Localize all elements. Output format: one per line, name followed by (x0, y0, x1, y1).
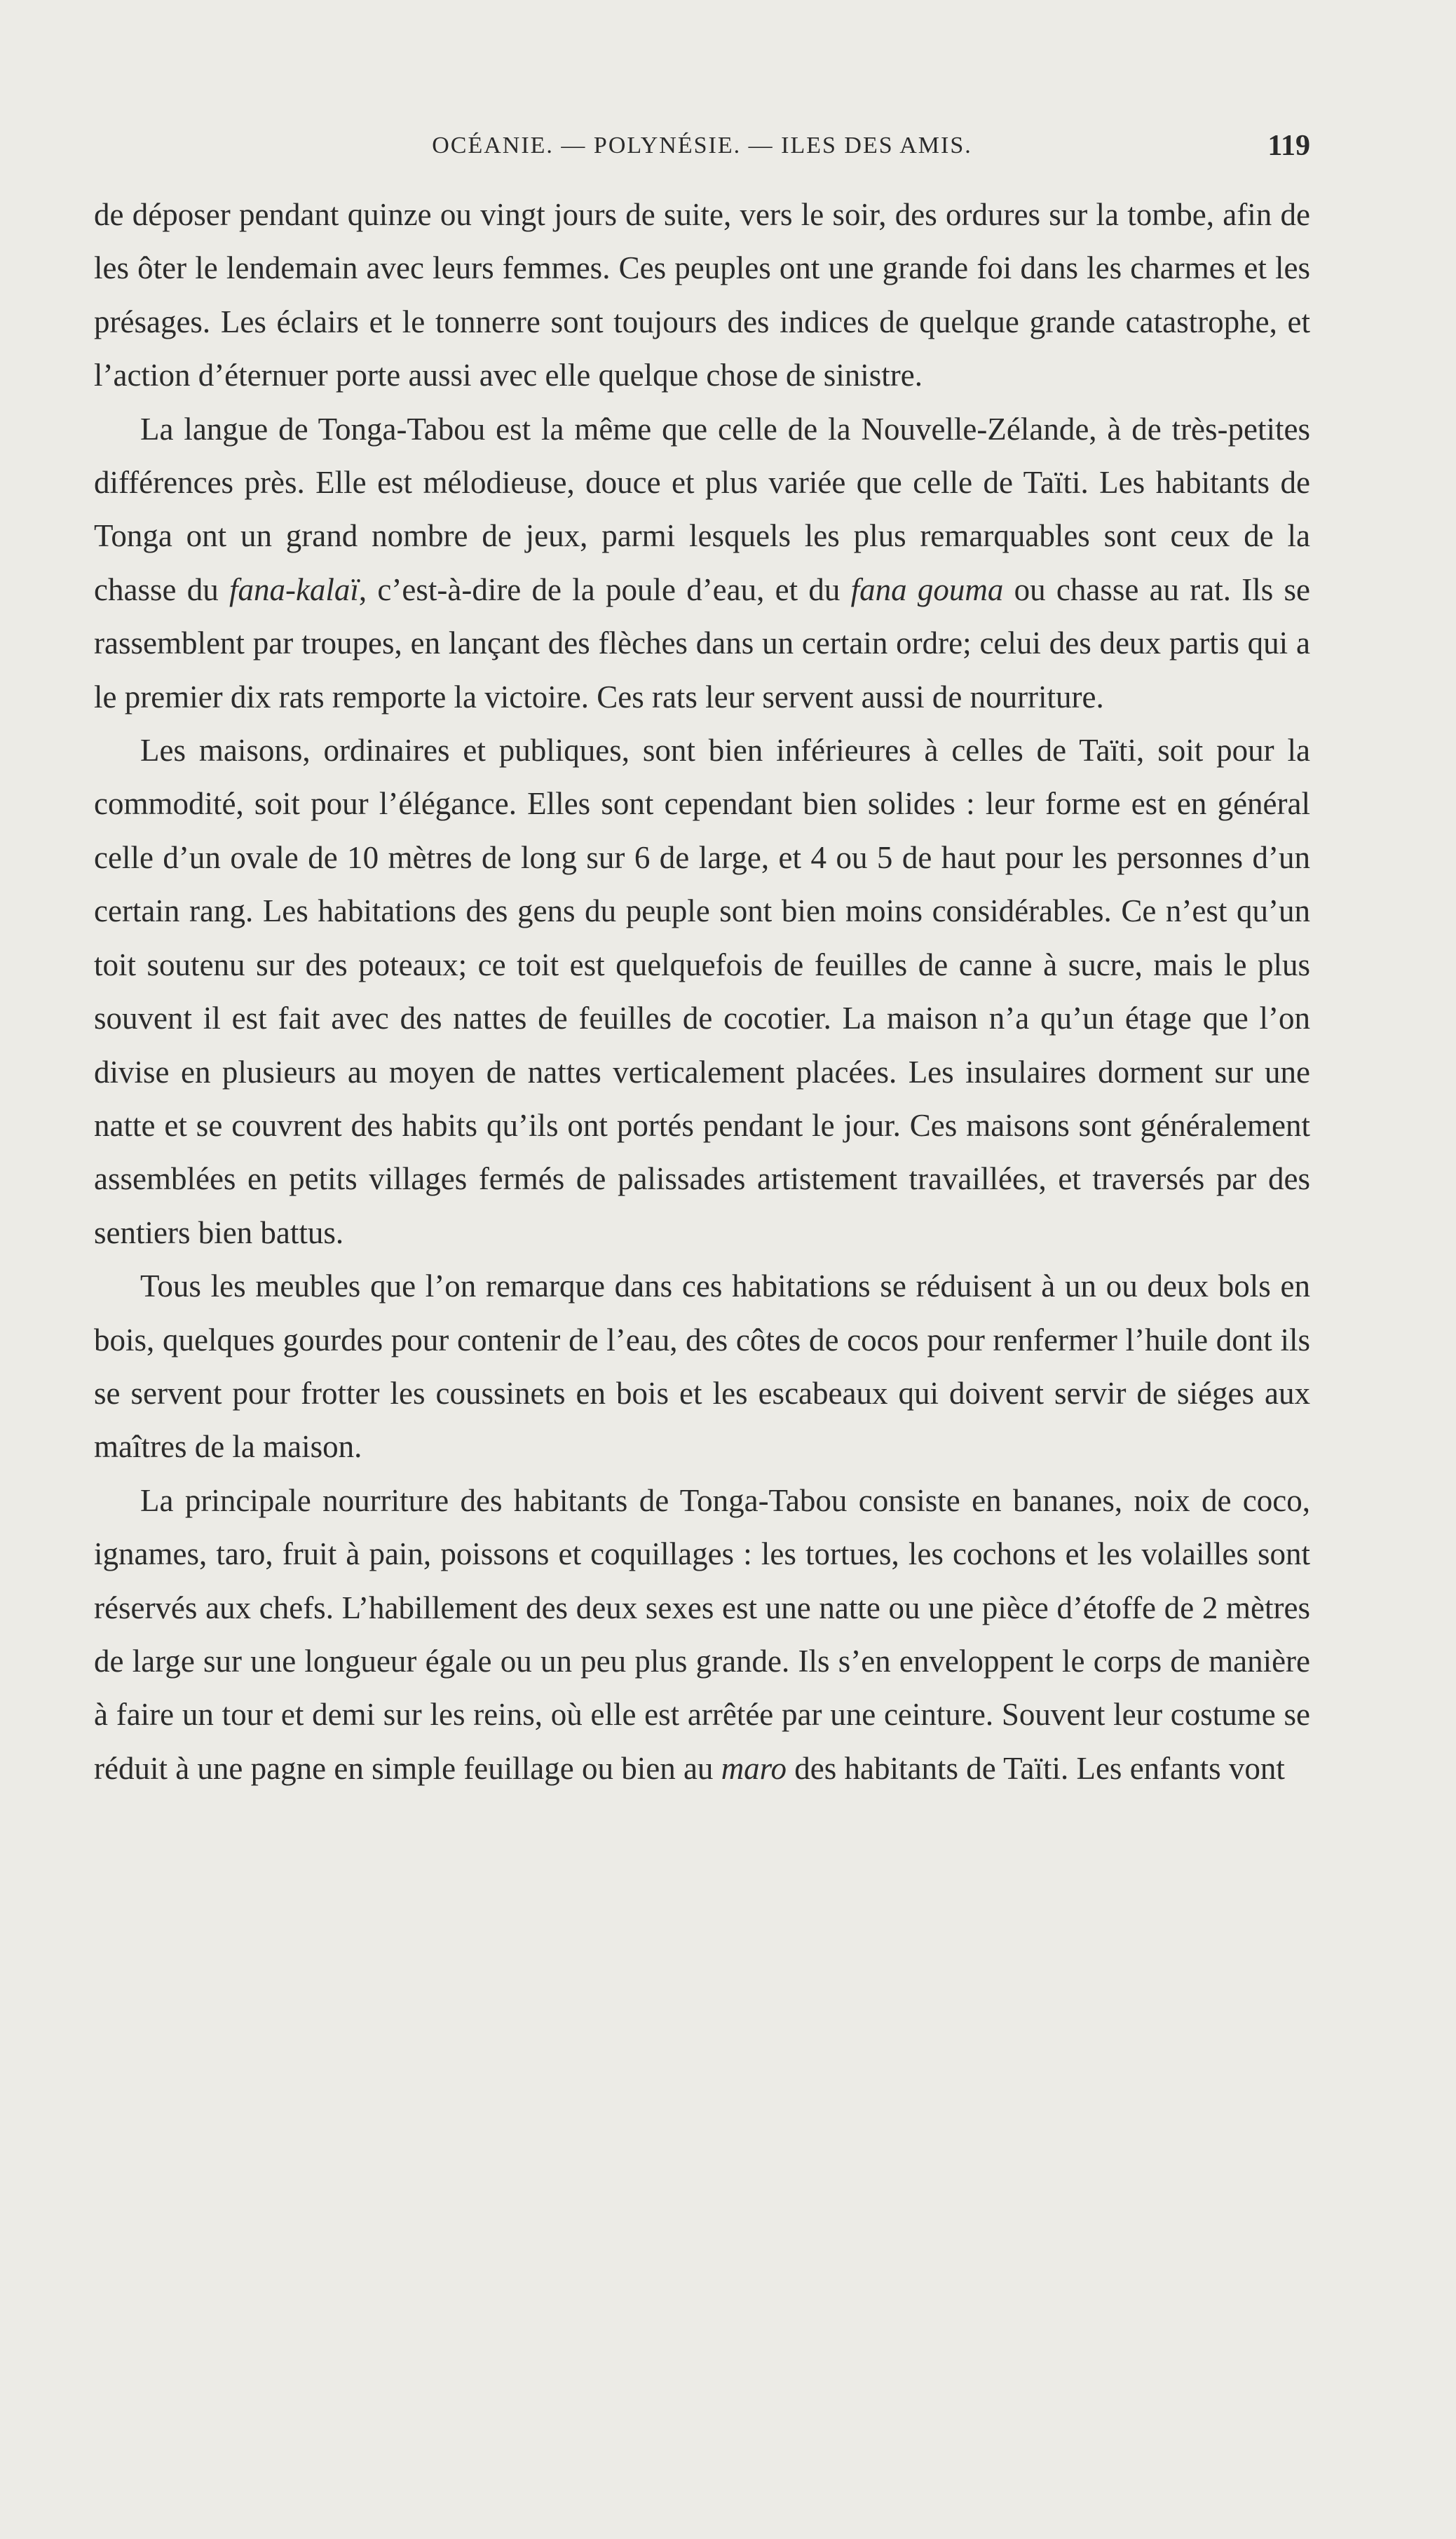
paragraph-2-italic-fana-gouma: fana gouma (850, 571, 1004, 607)
paragraph-2-text-3: ou chasse au rat. Ils se rassemblent par troupes, en lançant des flèches dans un certain ordre; celui des deux partis qui a le premier dix rats remporte la victoire. Ces rats leur servent aussi de nourriture. (94, 571, 1311, 715)
paragraph-5 (94, 1474, 1310, 1795)
paragraph-3: Les maisons, ordinaires et publiques, sont bien inférieures à celles de Taïti, soit pour la commodité, soit pour l’élégance. Elles sont cependant bien solides : leur forme est en général celle d’un ovale de 10 mètres de long sur 6 de large, et 4 ou 5 de haut pour les personnes d’un certain rang. Les habitations des gens du peuple sont bien moins considérables. Ce n’est qu’un toit soutenu sur des poteaux; ce toit est quelquefois de feuilles de canne à sucre, mais le plus souvent il est fait avec des nattes de feuilles de cocotier. La maison n’a qu’un étage que l’on divise en plusieurs au moyen de nattes verticalement placées. Les insulaires dorment sur une natte et se couvrent des habits qu’ils ont portés pendant le jour. Ces maisons sont généralement assemblées en petits villages fermés de palissades artistement travaillées, et traversés par des sentiers bien battus. (94, 733, 1310, 1250)
body-text (94, 188, 1310, 1795)
paragraph-5-text-2: des habitants de Taïti. Les enfants vont (787, 1750, 1285, 1786)
paragraph-2 (94, 402, 1310, 724)
paragraph-2-text-1: La langue de Tonga-Tabou est la même que celle de la Nouvelle-Zélande, à de très-petites différences près. Elle est mélodieuse, douce et plus variée que celle de Taïti. Les habitants de Tonga ont un grand nombre de jeux, parmi lesquels les plus remarquables sont ceux de la chasse du (94, 411, 1310, 607)
page-number: 119 (1267, 130, 1310, 162)
paragraph-2-text-2: , c’est-à-dire de la poule d’eau, et du (358, 571, 851, 607)
paragraph-5-italic-maro: maro (721, 1750, 787, 1786)
paragraph-4: Tous les meubles que l’on remarque dans ces habitations se réduisent à un ou deux bols en bois, quelques gourdes pour contenir de l’eau, des côtes de cocos pour renfermer l’huile dont ils se servent pour frotter les coussinets en bois et les escabeaux qui doivent servir de siéges aux maîtres de la maison. (94, 1268, 1310, 1465)
paragraph-5-text-1: La principale nourriture des habitants de Tonga-Tabou consiste en bananes, noix de coco, ignames, taro, fruit à pain, poissons et coquillages : les tortues, les cochons et les volailles sont réservés aux chefs. L’habillement des deux sexes est une natte ou une pièce d’étoffe de 2 mètres de large sur une longueur égale ou un peu plus grande. Ils s’en enveloppent le corps de manière à faire un tour et demi sur les reins, où elle est arrêtée par une ceinture. Souvent leur costume se réduit à une pagne en simple feuillage ou bien au (94, 1482, 1310, 1786)
paragraph-2-italic-fana-kalai: fana-kalaï (229, 571, 359, 607)
running-title: OCÉANIE. — POLYNÉSIE. — ILES DES AMIS. (432, 133, 972, 158)
paragraph-1: de déposer pendant quinze ou vingt jours de suite, vers le soir, des ordures sur la tombe, afin de les ôter le lendemain avec leurs femmes. Ces peuples ont une grande foi dans les charmes et les présages. Les éclairs et le tonnerre sont toujours des indices de quelque grande catastrophe, et l’action d’éternuer porte aussi avec elle quelque chose de sinistre. (94, 197, 1310, 393)
running-head (94, 125, 1310, 167)
